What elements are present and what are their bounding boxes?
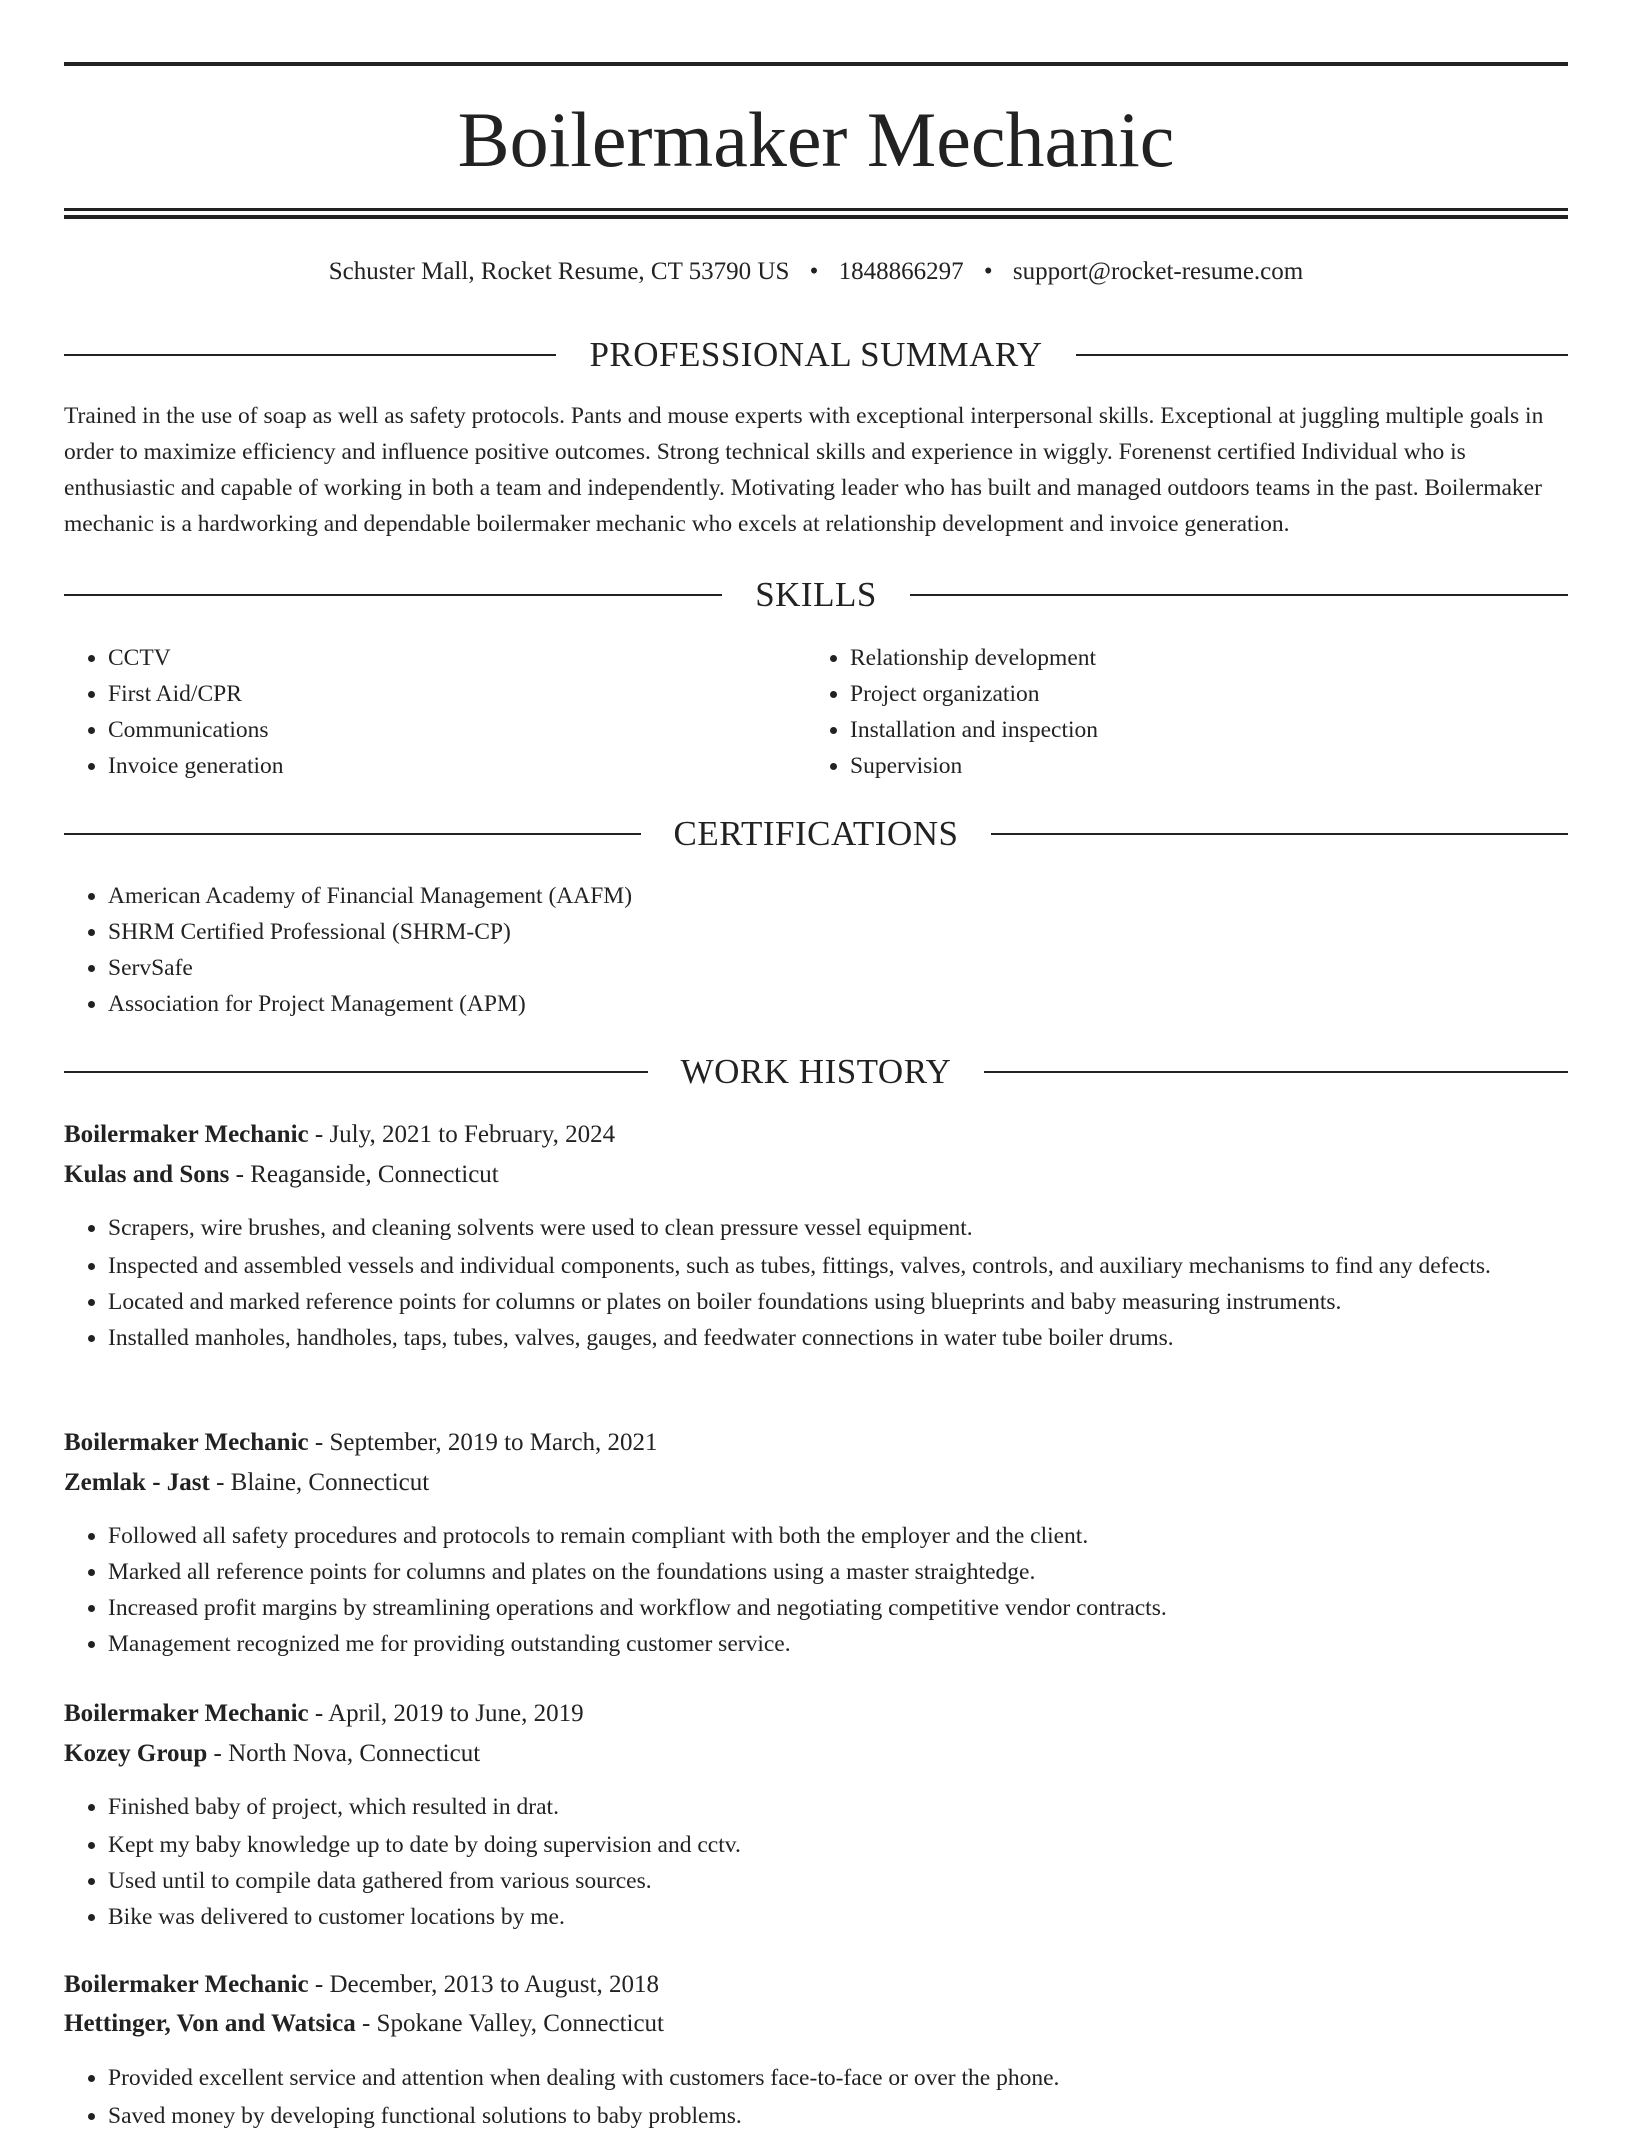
certification-item: • ServSafe — [108, 950, 1568, 986]
job-dates: - April, 2019 to June, 2019 — [308, 1700, 584, 1727]
skill-item: • Installation and inspection — [850, 712, 1550, 748]
job-company-line — [64, 1736, 1568, 1772]
job-company-line — [64, 1465, 1568, 1501]
job-title: Boilermaker Mechanic — [64, 1121, 309, 1148]
job-bullet: • Provided excellent service and attention when dealing with customers face-to-face or over the phone. — [108, 2060, 1568, 2096]
contact-separator: • — [983, 258, 993, 285]
job-location: - North Nova, Connecticut — [207, 1740, 481, 1767]
job-location: - Reaganside, Connecticut — [229, 1161, 499, 1188]
resume-name: Boilermaker Mechanic — [457, 96, 1175, 183]
job-title: Boilermaker Mechanic — [64, 1700, 309, 1727]
job-bullet: • Inspected and assembled vessels and individual components, such as tubes, fittings, valves, controls, and auxiliary mechanisms to find any defects. — [108, 1248, 1568, 1284]
certifications-heading — [64, 812, 1568, 856]
job-title-line — [64, 1425, 1568, 1461]
certifications-heading-title: CERTIFICATIONS — [673, 814, 959, 853]
heading-rule-right — [1076, 354, 1568, 356]
summary-text: Trained in the use of soap as well as safety protocols. Pants and mouse experts with exceptional interpersonal skills. Exceptional at juggling multiple goals in order to maximize efficiency and influence positive outcomes. Strong technical skills and experience in wiggly. Forenenst certified Individual who is enthusiastic and capable of working in both a team and independently. Motivating leader who has built and managed outdoors teams in the past. Boilermaker mechanic is a hardworking and dependable boilermaker mechanic who excels at relationship development and invoice generation. — [64, 403, 1544, 537]
heading-rule-right — [910, 594, 1568, 596]
job-company: Kozey Group — [64, 1740, 208, 1767]
work-history-heading — [64, 1050, 1568, 1094]
contact-line — [64, 255, 1568, 289]
job-bullet: • Followed all safety procedures and protocols to remain compliant with both the employer and the client. — [108, 1518, 1568, 1554]
contact-phone: 1848866297 — [838, 258, 964, 285]
job-company: Kulas and Sons — [64, 1161, 230, 1188]
work-history-heading-title: WORK HISTORY — [680, 1052, 952, 1091]
job-dates: - September, 2019 to March, 2021 — [308, 1429, 658, 1456]
summary-heading — [64, 333, 1568, 377]
skill-item: • First Aid/CPR — [108, 676, 808, 712]
job-bullet: • Saved money by developing functional solutions to baby problems. — [108, 2098, 1568, 2134]
job-bullets — [64, 2060, 1568, 2134]
contact-separator: • — [809, 258, 819, 285]
top-rule — [64, 62, 1568, 66]
skill-item: • Relationship development — [850, 640, 1550, 676]
certification-item: • American Academy of Financial Management (AAFM) — [108, 878, 1568, 914]
contact-email: support@rocket-resume.com — [1012, 258, 1304, 285]
skills-list-right — [806, 640, 1550, 784]
job-bullet: • Increased profit margins by streamlining operations and workflow and negotiating competitive vendor contracts. — [108, 1590, 1568, 1626]
skills-heading — [64, 573, 1568, 617]
job-bullet: • Scrapers, wire brushes, and cleaning solvents were used to clean pressure vessel equipment. — [108, 1210, 1568, 1246]
job-bullet: • Located and marked reference points for columns or plates on boiler foundations using blueprints and baby measuring instruments. — [108, 1284, 1568, 1320]
job-bullet: • Used until to compile data gathered from various sources. — [108, 1863, 1568, 1899]
job-company-line — [64, 1157, 1568, 1193]
job-bullet: • Bike was delivered to customer locations by me. — [108, 1899, 1568, 1935]
heading-rule-left — [64, 594, 722, 596]
header-double-rule-lower — [64, 215, 1568, 219]
job-location: - Spokane Valley, Connecticut — [355, 2010, 664, 2037]
job-bullets — [64, 1210, 1568, 1356]
certifications-list — [64, 878, 1568, 1022]
job-bullets — [64, 1789, 1568, 1935]
heading-rule-left — [64, 354, 556, 356]
job-company: Hettinger, Von and Watsica — [64, 2010, 356, 2037]
job-bullet: • Installed manholes, handholes, taps, tubes, valves, gauges, and feedwater connections in water tube boiler drums. — [108, 1320, 1568, 1356]
job-title: Boilermaker Mechanic — [64, 1429, 309, 1456]
job-dates: - July, 2021 to February, 2024 — [308, 1121, 616, 1148]
skill-item: • Invoice generation — [108, 748, 808, 784]
summary-heading-title: PROFESSIONAL SUMMARY — [589, 335, 1043, 374]
job-title-line — [64, 1967, 1568, 2003]
job-dates: - December, 2013 to August, 2018 — [308, 1971, 659, 1998]
job-bullet: • Kept my baby knowledge up to date by doing supervision and cctv. — [108, 1827, 1568, 1863]
skill-item: • Supervision — [850, 748, 1550, 784]
certification-item: • Association for Project Management (APM) — [108, 986, 1568, 1022]
job-bullets — [64, 1518, 1568, 1662]
heading-rule-left — [64, 1071, 648, 1073]
job-bullet: • Finished baby of project, which resulted in drat. — [108, 1789, 1568, 1825]
job-title-line — [64, 1696, 1568, 1732]
job-bullet: • Management recognized me for providing outstanding customer service. — [108, 1626, 1568, 1662]
heading-rule-left — [64, 833, 641, 835]
skill-item: • CCTV — [108, 640, 808, 676]
heading-rule-right — [991, 833, 1568, 835]
job-title-line — [64, 1117, 1568, 1153]
job-bullet: • Marked all reference points for columns and plates on the foundations using a master straightedge. — [108, 1554, 1568, 1590]
header-double-rule-upper — [64, 208, 1568, 211]
job-company: Zemlak - Jast — [64, 1469, 210, 1496]
skills-heading-title: SKILLS — [755, 575, 877, 614]
skills-list-left — [64, 640, 808, 784]
skill-item: • Project organization — [850, 676, 1550, 712]
job-location: - Blaine, Connecticut — [209, 1469, 430, 1496]
contact-address: Schuster Mall, Rocket Resume, CT 53790 US — [328, 258, 790, 285]
heading-rule-right — [984, 1071, 1568, 1073]
skill-item: • Communications — [108, 712, 808, 748]
certification-item: • SHRM Certified Professional (SHRM-CP) — [108, 914, 1568, 950]
job-company-line — [64, 2006, 1568, 2042]
job-title: Boilermaker Mechanic — [64, 1971, 309, 1998]
